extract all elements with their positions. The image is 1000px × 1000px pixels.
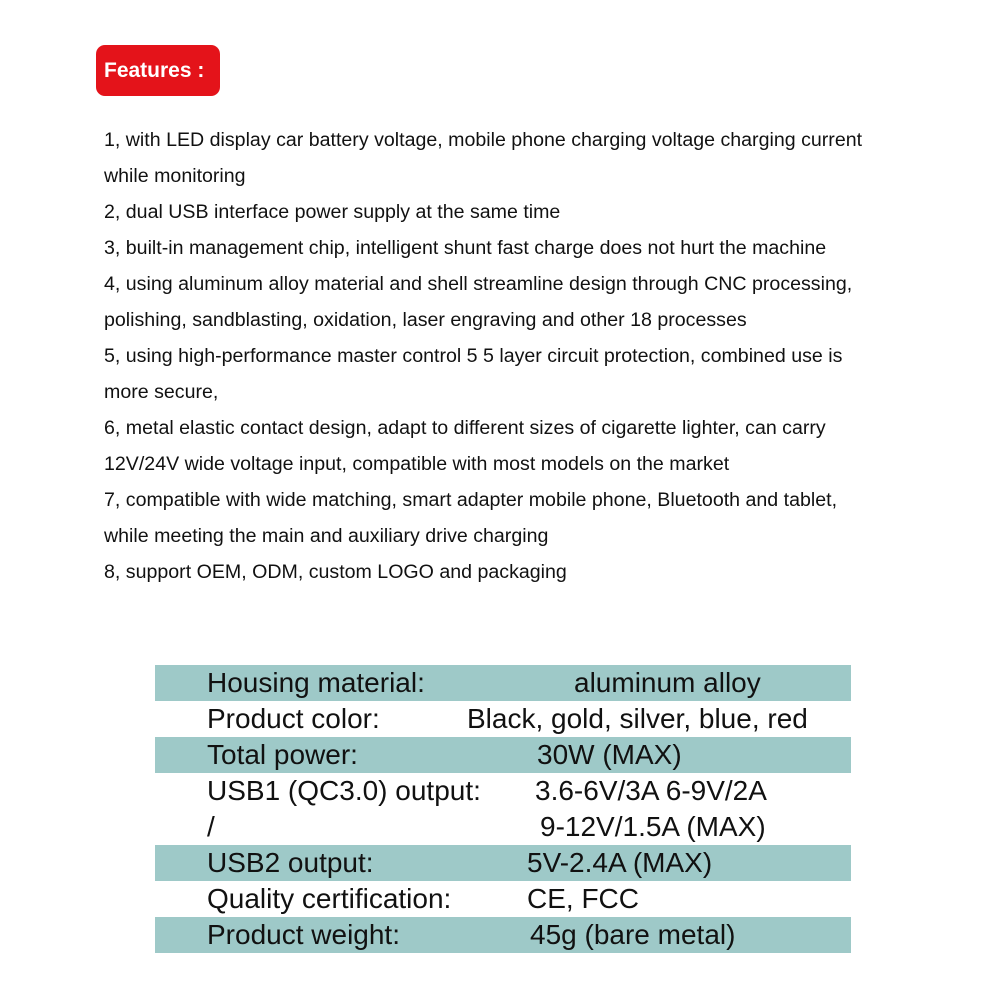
spec-row-quality-certification	[155, 881, 851, 917]
spec-label-continuation: /	[207, 811, 215, 842]
feature-item-5	[104, 338, 944, 410]
spec-label: USB2 output:	[207, 847, 374, 878]
feature-item-7	[104, 482, 944, 554]
spec-value: 5V-2.4A (MAX)	[527, 847, 713, 878]
spec-label: USB1 (QC3.0) output:	[207, 775, 481, 806]
spec-row-product-color	[155, 701, 851, 737]
feature-item-6-line-2: 12V/24V wide voltage input, compatible with most models on the market	[104, 453, 730, 475]
features-list	[104, 122, 944, 590]
spec-label: Product weight:	[207, 919, 400, 950]
spec-value-continuation: 9-12V/1.5A (MAX)	[540, 811, 766, 842]
spec-label: Housing material:	[207, 667, 425, 698]
feature-item-3	[104, 230, 944, 266]
feature-item-7-line-1: 7, compatible with wide matching, smart adapter mobile phone, Bluetooth and tablet,	[104, 489, 838, 511]
feature-item-8	[104, 554, 944, 590]
feature-item-8-line-1: 8, support OEM, ODM, custom LOGO and packaging	[104, 561, 567, 583]
feature-item-4	[104, 266, 944, 338]
features-heading-label: Features :	[104, 59, 205, 82]
spec-value: 3.6-6V/3A 6-9V/2A	[535, 775, 767, 806]
feature-item-7-line-2: while meeting the main and auxiliary drive charging	[104, 525, 549, 547]
feature-item-4-line-2: polishing, sandblasting, oxidation, laser engraving and other 18 processes	[104, 309, 747, 331]
spec-value: 30W (MAX)	[537, 739, 682, 770]
feature-item-2-line-1: 2, dual USB interface power supply at the same time	[104, 201, 561, 223]
spec-label: Total power:	[207, 739, 358, 770]
spec-row-housing-material	[155, 665, 851, 701]
feature-item-4-line-1: 4, using aluminum alloy material and shell streamline design through CNC processing,	[104, 273, 853, 295]
feature-item-6	[104, 410, 944, 482]
spec-value: CE, FCC	[527, 883, 639, 914]
feature-item-5-line-1: 5, using high-performance master control 5 5 layer circuit protection, combined use is	[104, 345, 843, 367]
feature-item-5-line-2: more secure,	[104, 381, 219, 403]
feature-item-1-line-1: 1, with LED display car battery voltage, mobile phone charging voltage charging current	[104, 129, 863, 151]
feature-item-1	[104, 122, 944, 194]
spec-row-usb1-output	[155, 773, 851, 845]
features-heading-badge	[96, 45, 220, 96]
feature-item-2	[104, 194, 944, 230]
spec-row-product-weight	[155, 917, 851, 953]
feature-item-3-line-1: 3, built-in management chip, intelligent shunt fast charge does not hurt the machine	[104, 237, 827, 259]
spec-value: Black, gold, silver, blue, red	[467, 703, 808, 734]
feature-item-1-line-2: while monitoring	[104, 165, 246, 187]
spec-label: Quality certification:	[207, 883, 452, 914]
spec-value: 45g (bare metal)	[530, 919, 736, 950]
spec-table	[155, 665, 851, 953]
spec-row-total-power	[155, 737, 851, 773]
feature-item-6-line-1: 6, metal elastic contact design, adapt to different sizes of cigarette lighter, can carry	[104, 417, 826, 439]
spec-row-usb2-output	[155, 845, 851, 881]
spec-label: Product color:	[207, 703, 380, 734]
spec-value: aluminum alloy	[574, 667, 761, 698]
